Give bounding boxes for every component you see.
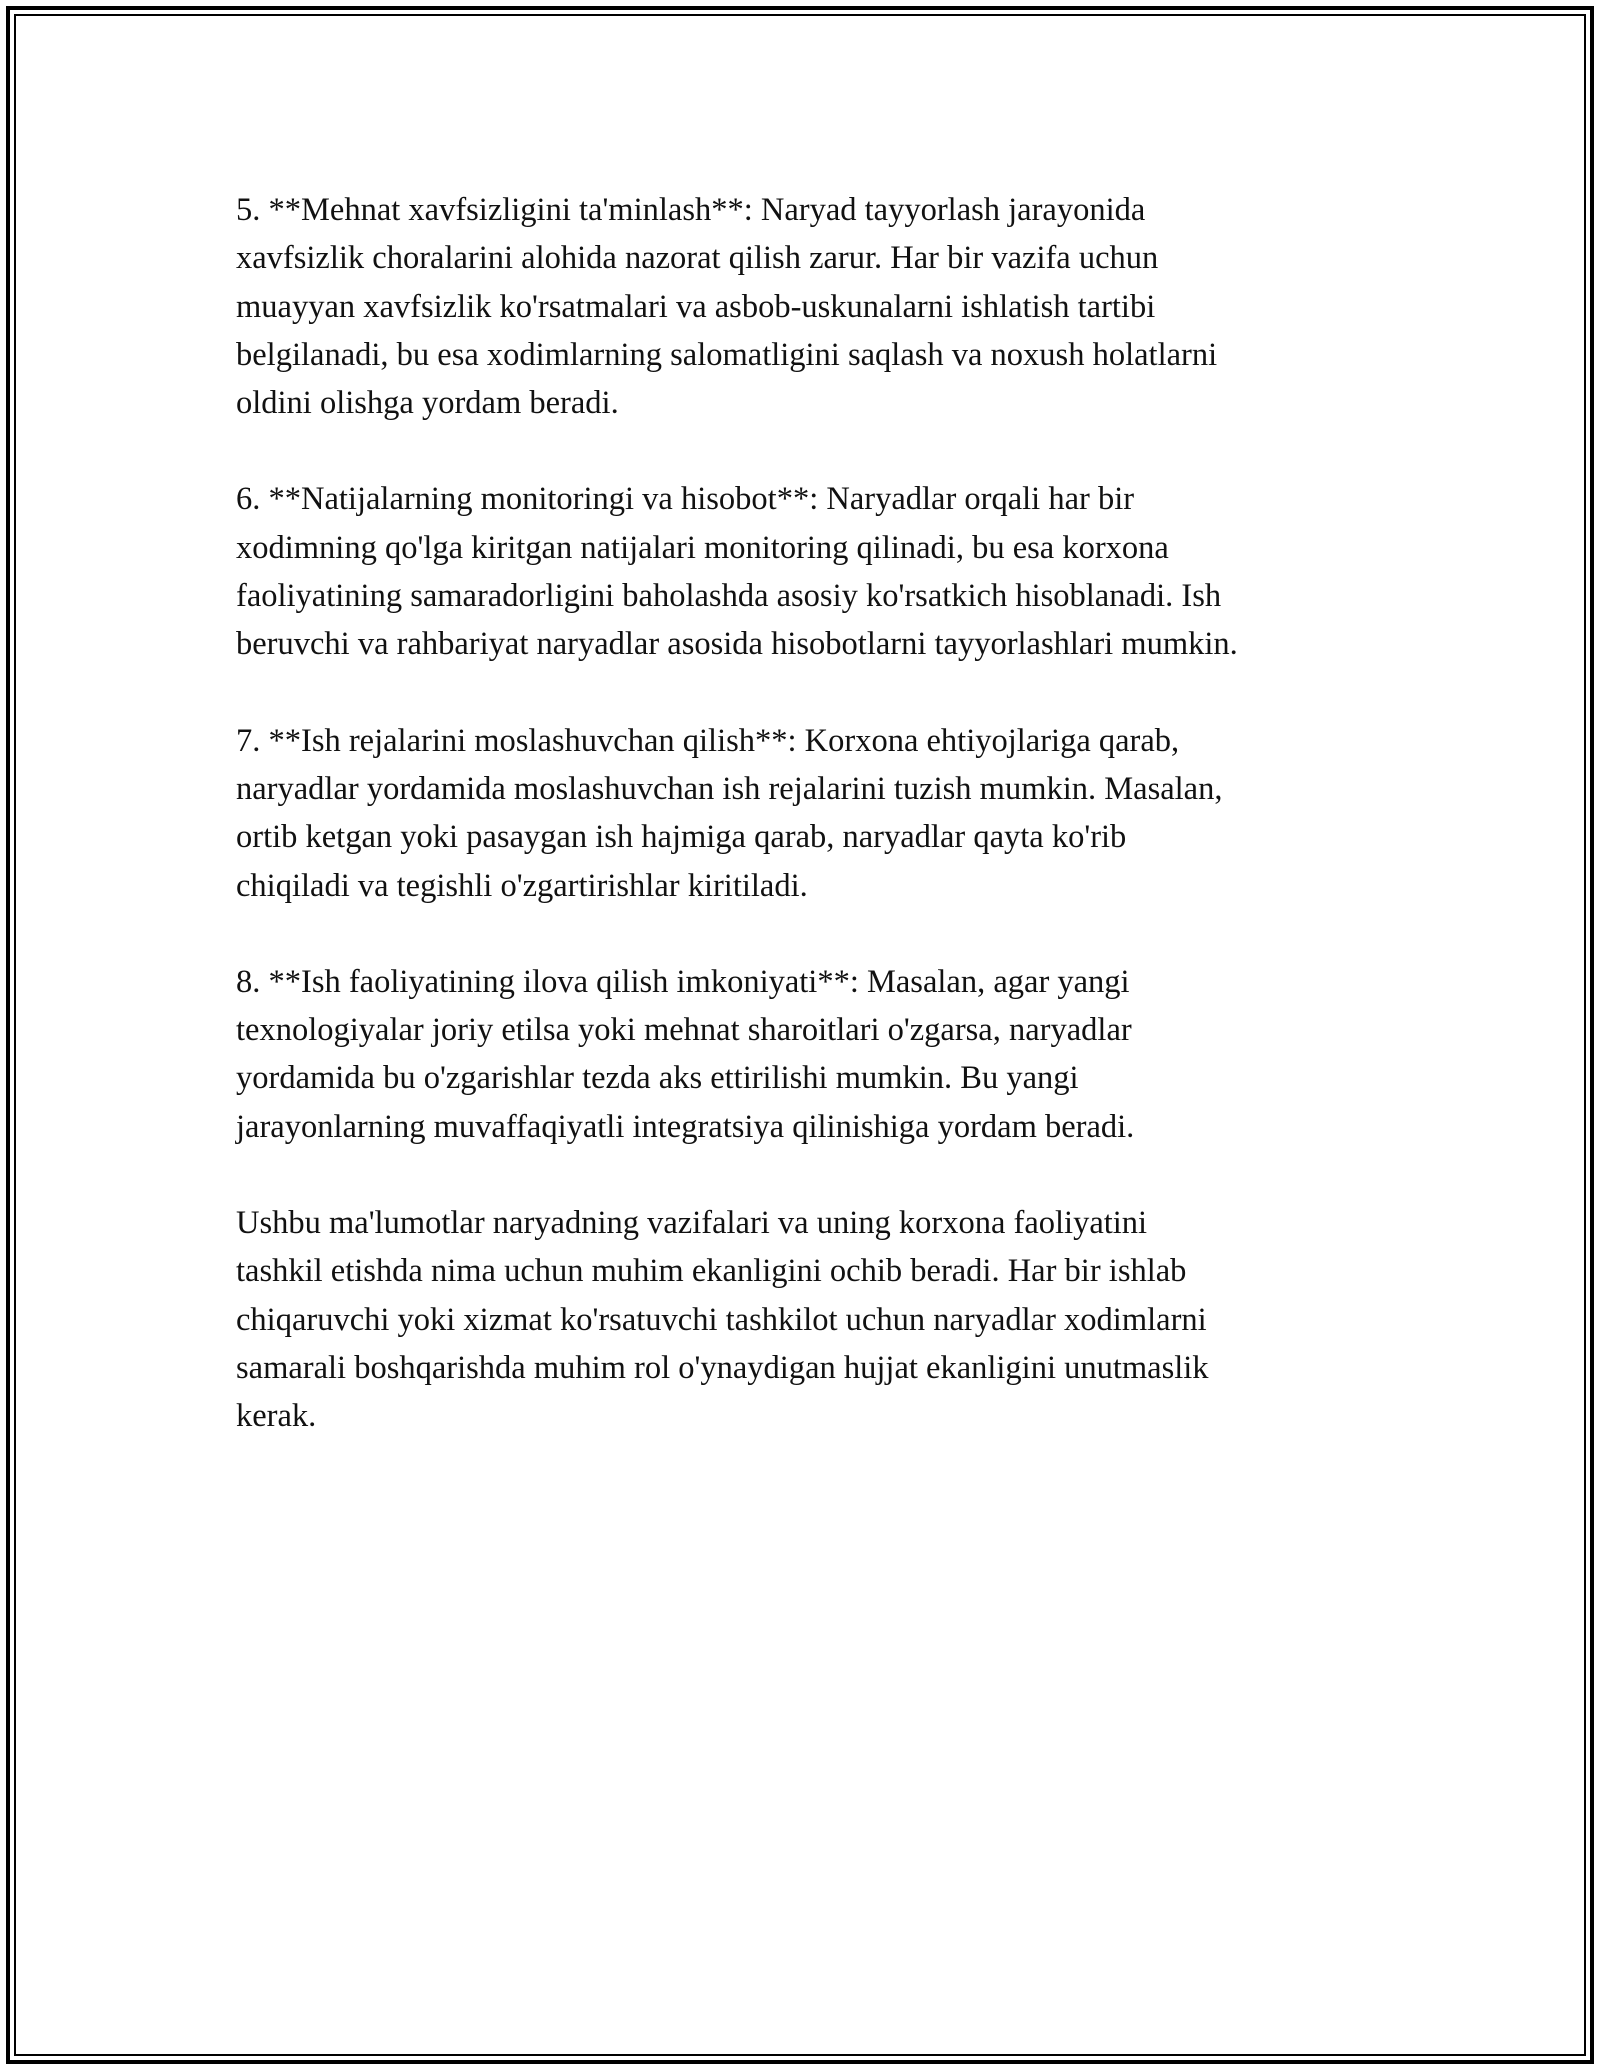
text-line: chiqaruvchi yoki xizmat ko'rsatuvchi tashkilot uchun naryadlar xodimlarni <box>236 1301 1207 1338</box>
text-line: faoliyatining samaradorligini baholashda asosiy ko'rsatkich hisoblanadi. Ish <box>236 578 1222 615</box>
paragraph-item-6 <box>236 475 1386 668</box>
text-line: xavfsizlik choralarini alohida nazorat qilish zarur. Har bir vazifa uchun <box>236 240 1159 277</box>
text-line: xodimning qo'lga kiritgan natijalari monitoring qilinadi, bu esa korxona <box>236 529 1169 566</box>
text-line: samarali boshqarishda muhim rol o'ynaydigan hujjat ekanligini unutmaslik <box>236 1349 1209 1386</box>
paragraph-item-7 <box>236 717 1386 910</box>
text-line: tashkil etishda nima uchun muhim ekanligini ochib beradi. Har bir ishlab <box>236 1253 1187 1290</box>
text-line: belgilanadi, bu esa xodimlarning salomatligini saqlash va noxush holatlarni <box>236 336 1218 373</box>
text-line: naryadlar yordamida moslashuvchan ish rejalarini tuzish mumkin. Masalan, <box>236 770 1223 807</box>
text-line: muayyan xavfsizlik ko'rsatmalari va asbob-uskunalarni ishlatish tartibi <box>236 288 1156 325</box>
paragraph-item-8 <box>236 958 1386 1151</box>
text-line: 8. **Ish faoliyatining ilova qilish imkoniyati**: Masalan, agar yangi <box>236 963 1130 1000</box>
document-body <box>236 186 1386 1489</box>
text-line: ortib ketgan yoki pasaygan ish hajmiga qarab, naryadlar qayta ko'rib <box>236 819 1127 856</box>
paragraph-item-5 <box>236 186 1386 427</box>
text-line: kerak. <box>236 1398 317 1435</box>
text-line: yordamida bu o'zgarishlar tezda aks ettirilishi mumkin. Bu yangi <box>236 1060 1079 1097</box>
text-line: texnologiyalar joriy etilsa yoki mehnat sharoitlari o'zgarsa, naryadlar <box>236 1012 1132 1049</box>
text-line: oldini olishga yordam beradi. <box>236 385 619 422</box>
text-line: 7. **Ish rejalarini moslashuvchan qilish**: Korxona ehtiyojlariga qarab, <box>236 722 1180 759</box>
text-line: Ushbu ma'lumotlar naryadning vazifalari va uning korxona faoliyatini <box>236 1205 1148 1242</box>
text-line: chiqiladi va tegishli o'zgartirishlar kiritiladi. <box>236 867 808 904</box>
text-line: 6. **Natijalarning monitoringi va hisobot**: Naryadlar orqali har bir <box>236 481 1135 518</box>
paragraph-conclusion <box>236 1199 1386 1440</box>
text-line: jarayonlarning muvaffaqiyatli integratsiya qilinishiga yordam beradi. <box>236 1108 1135 1145</box>
text-line: beruvchi va rahbariyat naryadlar asosida hisobotlarni tayyorlashlari mumkin. <box>236 626 1238 663</box>
text-line: 5. **Mehnat xavfsizligini ta'minlash**: Naryad tayyorlash jarayonida <box>236 192 1146 228</box>
